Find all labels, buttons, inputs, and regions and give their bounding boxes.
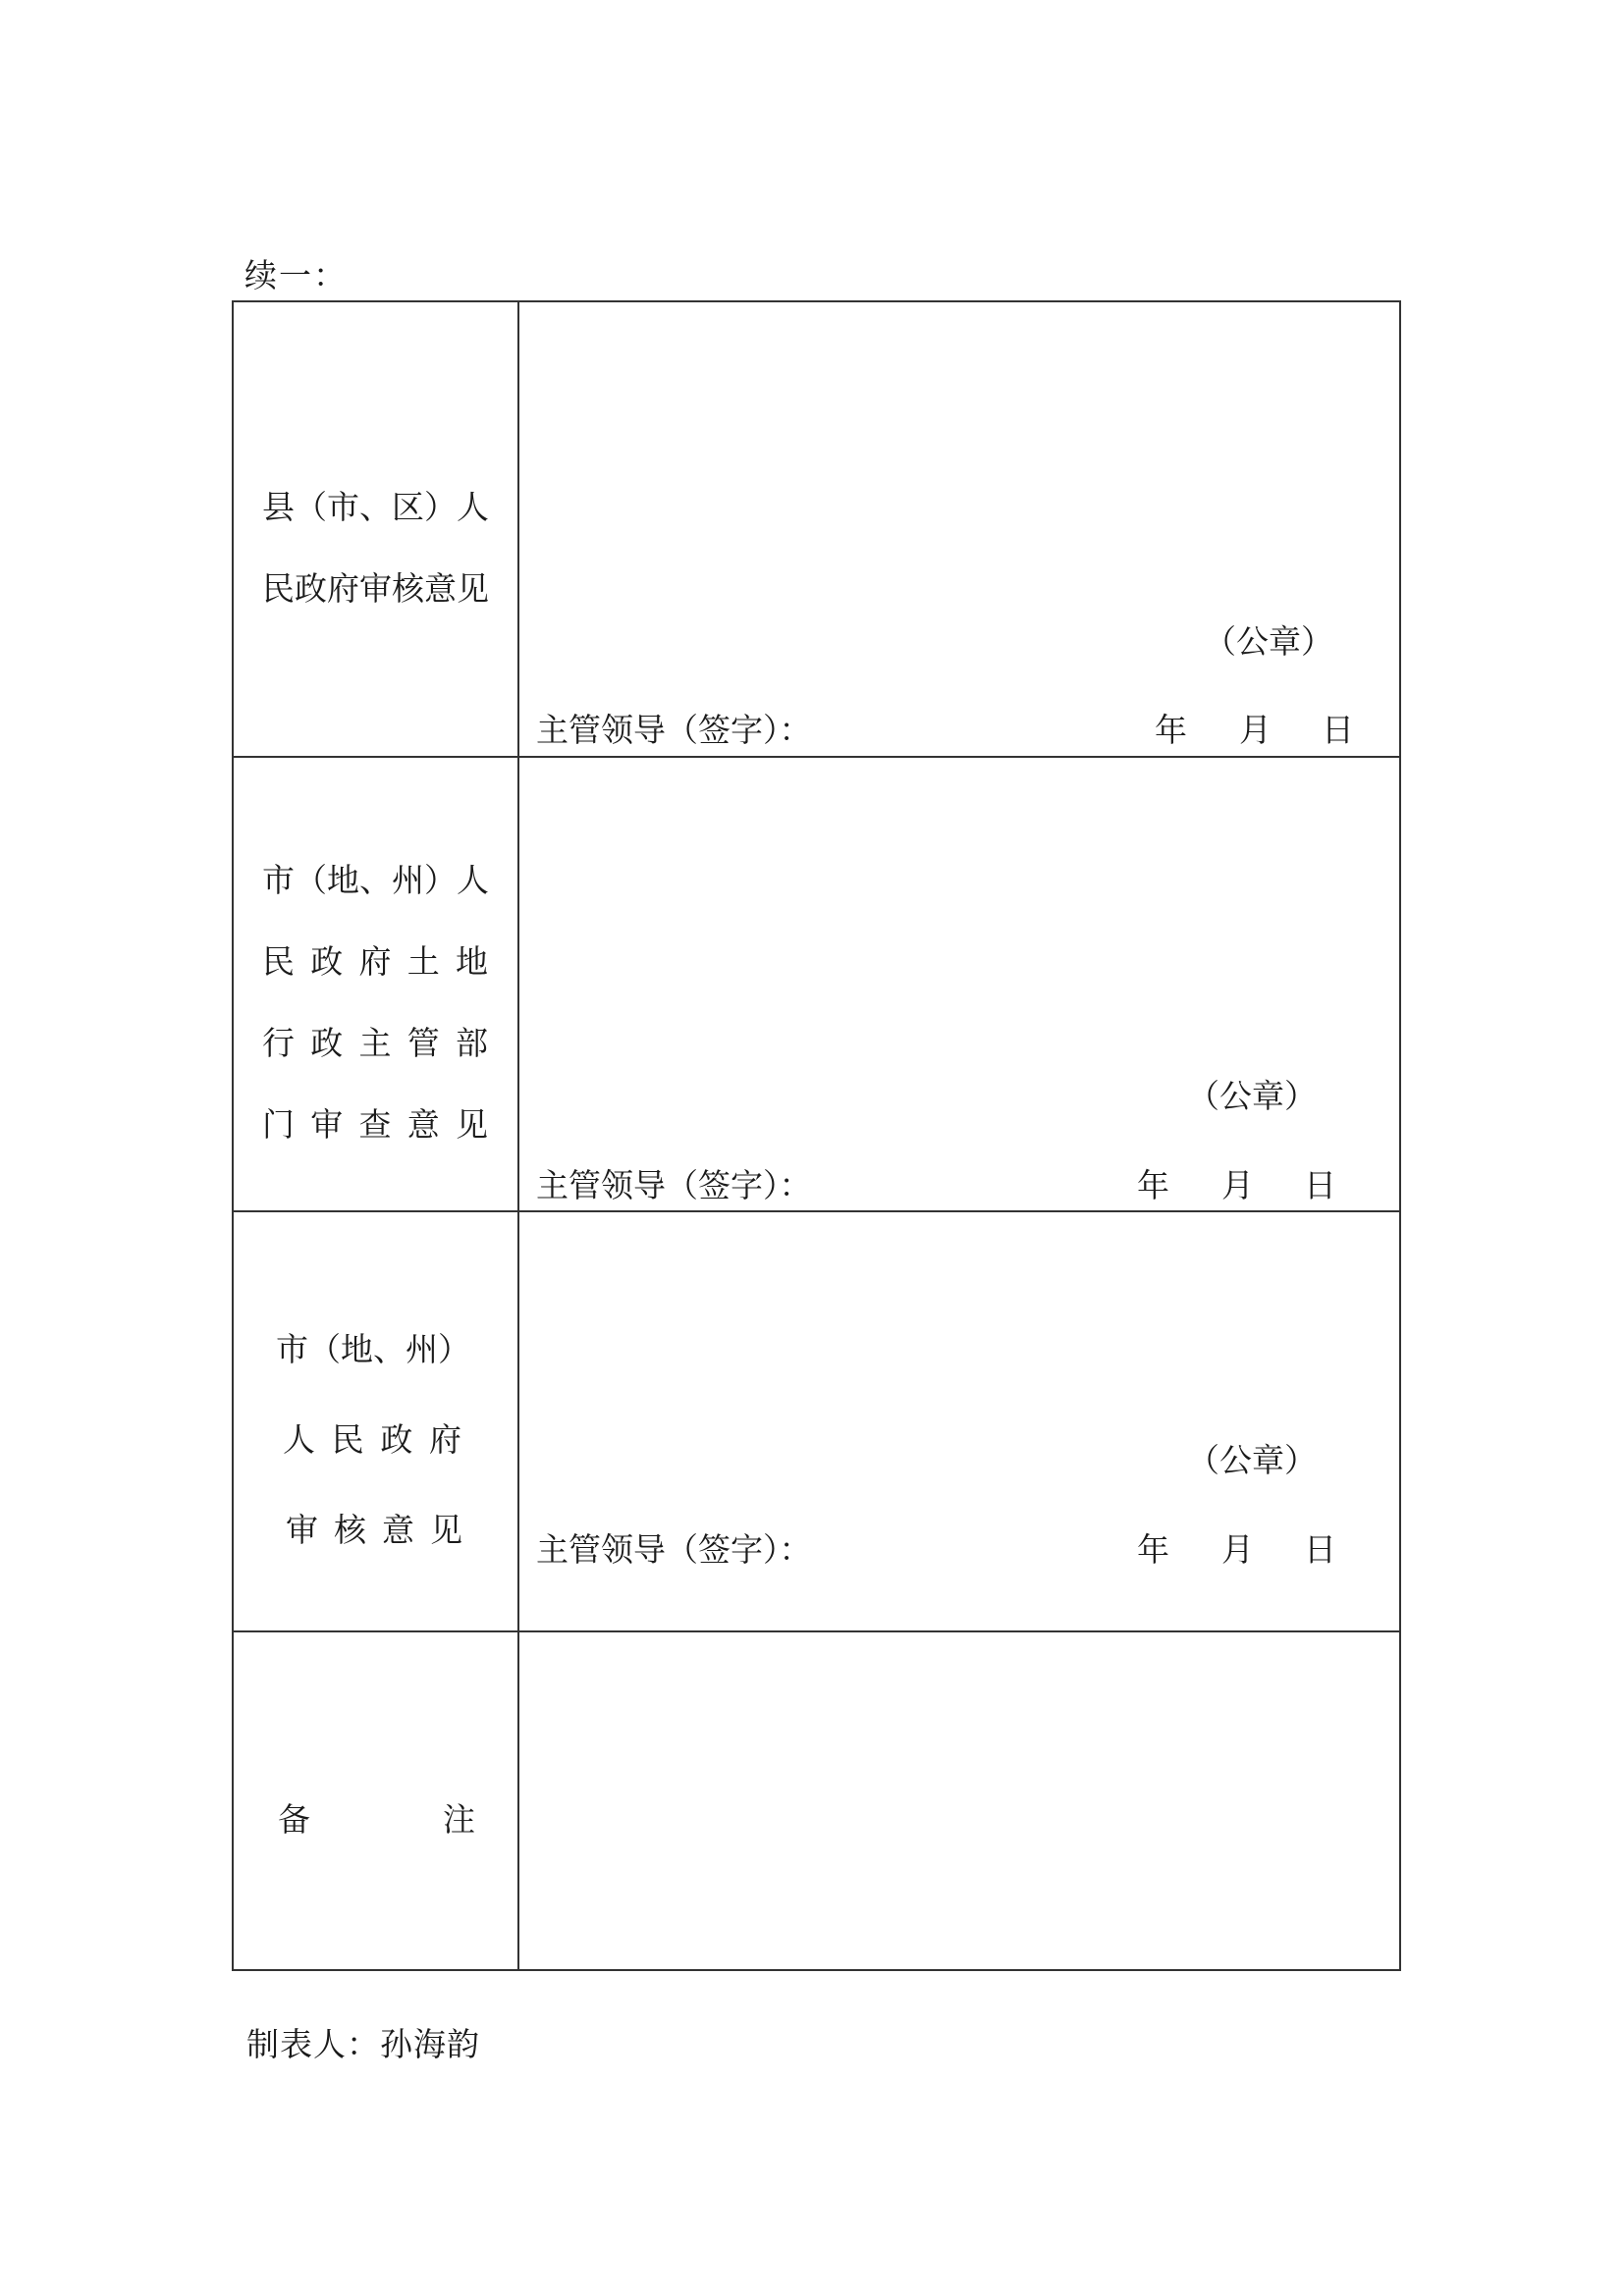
date-day: 日 — [1322, 711, 1354, 749]
prefecture-land-review-label — [234, 758, 519, 1210]
remarks-char-1: 备 — [278, 1800, 310, 1839]
date-month: 月 — [1221, 1166, 1254, 1204]
official-seal-label: （公章） — [1187, 1441, 1317, 1479]
county-review-label — [234, 302, 519, 756]
date-year: 年 — [1155, 711, 1187, 749]
date-day: 日 — [1304, 1530, 1336, 1569]
county-review-content — [519, 302, 1399, 756]
label-line: 门 审 查 意 见 — [262, 1105, 488, 1144]
supervisor-signature-label: 主管领导（签字）： — [536, 711, 812, 749]
label-line: 行 政 主 管 部 — [262, 1024, 488, 1062]
remarks-char-2: 注 — [443, 1800, 475, 1839]
continuation-heading: 续一： — [244, 256, 348, 294]
label-line: 市（地、州）人 — [262, 861, 489, 899]
date-month: 月 — [1239, 711, 1272, 749]
prefecture-land-review-row — [234, 756, 1399, 1210]
label-line: 市（地、州） — [276, 1330, 470, 1368]
prefecture-gov-review-label — [234, 1212, 519, 1630]
prefecture-land-review-content — [519, 758, 1399, 1210]
official-seal-label: （公章） — [1187, 1077, 1317, 1115]
official-seal-label: （公章） — [1204, 622, 1333, 661]
prefecture-gov-review-row — [234, 1210, 1399, 1630]
supervisor-signature-label: 主管领导（签字）： — [536, 1166, 812, 1204]
approval-form-table — [232, 300, 1401, 1971]
label-line: 县（市、区）人 — [262, 488, 489, 526]
supervisor-signature-label: 主管领导（签字）： — [536, 1530, 812, 1569]
date-day: 日 — [1304, 1166, 1336, 1204]
label-line: 审 核 意 见 — [286, 1511, 462, 1549]
remarks-row — [234, 1630, 1399, 1969]
remarks-content — [519, 1632, 1399, 1969]
date-year: 年 — [1137, 1530, 1169, 1569]
date-month: 月 — [1221, 1530, 1254, 1569]
prefecture-gov-review-content — [519, 1212, 1399, 1630]
label-line: 民政府审核意见 — [262, 569, 489, 608]
form-preparer: 制表人：孙海韵 — [246, 2025, 480, 2063]
remarks-label — [234, 1632, 519, 1969]
county-review-row — [234, 302, 1399, 756]
label-line: 民 政 府 土 地 — [262, 942, 488, 981]
date-year: 年 — [1137, 1166, 1169, 1204]
label-line: 人 民 政 府 — [283, 1420, 461, 1459]
